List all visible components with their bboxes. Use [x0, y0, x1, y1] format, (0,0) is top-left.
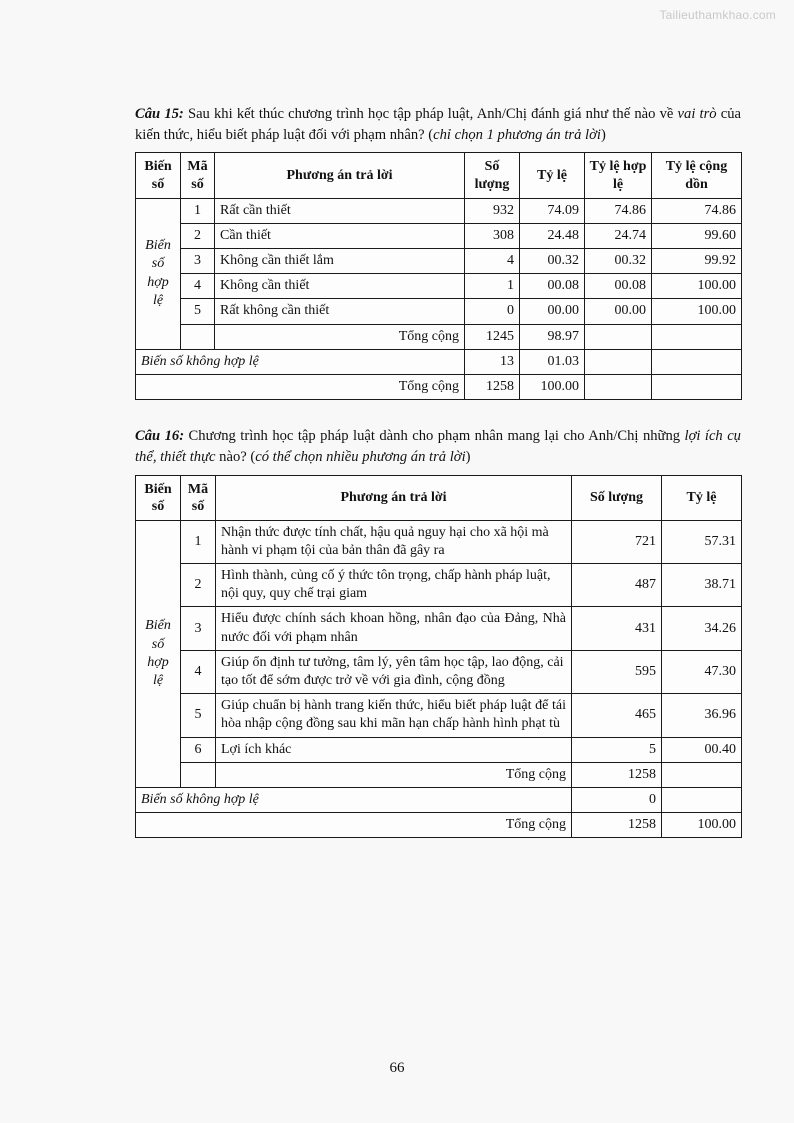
cell-grandtotal-rate: 100.00 [662, 813, 742, 838]
cell-invalid-rate [662, 787, 742, 812]
cell-subtotal-rate: 98.97 [520, 324, 585, 349]
table-row [136, 564, 742, 607]
cell-answer: Giúp ổn định tư tưởng, tâm lý, yên tâm học tập, lao động, cải tạo tốt để sớm được trở về với gia đình, cộng đồng [216, 650, 572, 693]
cell-rate: 34.26 [662, 607, 742, 650]
cell-rate: 38.71 [662, 564, 742, 607]
cell-code: 1 [181, 198, 215, 223]
cell-answer: Rất cần thiết [215, 198, 465, 223]
cell-valid-rate: 74.86 [585, 198, 652, 223]
table-subtotal-row [136, 762, 742, 787]
cell-code: 1 [181, 520, 216, 563]
cell-subtotal-cum-rate [652, 324, 742, 349]
cell-rate: 00.40 [662, 737, 742, 762]
question-15-text-3: ) [600, 126, 606, 143]
table-subtotal-row [136, 324, 742, 349]
cell-count: 721 [572, 520, 662, 563]
col-header-phuong-an: Phương án trả lời [216, 475, 572, 520]
table-row [136, 607, 742, 650]
cell-grandtotal-label: Tổng cộng [136, 813, 572, 838]
question-16-heading [135, 426, 741, 467]
cell-subtotal-label: Tổng cộng [215, 324, 465, 349]
question-15-text-2: của kiến thức, hiểu biết pháp luật đối với phạm nhân? ( [135, 106, 741, 143]
cell-answer: Không cần thiết [215, 274, 465, 299]
cell-subtotal-count: 1245 [465, 324, 520, 349]
question-16-table [135, 475, 742, 839]
cell-rate: 57.31 [662, 520, 742, 563]
cell-rate: 00.08 [520, 274, 585, 299]
cell-answer: Hình thành, củng cố ý thức tôn trọng, chấp hành pháp luật, nội quy, quy chế trại giam [216, 564, 572, 607]
cell-cum-rate: 100.00 [652, 274, 742, 299]
table-grandtotal-row [136, 813, 742, 838]
table-header-row [136, 153, 742, 198]
cell-valid-rate: 00.32 [585, 248, 652, 273]
table-row [136, 694, 742, 737]
cell-code: 5 [181, 694, 216, 737]
cell-grandtotal-cum-rate [652, 374, 742, 399]
cell-rate: 47.30 [662, 650, 742, 693]
cell-subtotal-valid-rate [585, 324, 652, 349]
cell-answer: Nhận thức được tính chất, hậu quả nguy hại cho xã hội mà hành vi phạm tội của bản thân đã gây ra [216, 520, 572, 563]
group-label-line: lệ [152, 673, 164, 688]
group-label-line: Biến [145, 238, 171, 254]
question-15-label: Câu 15: [135, 106, 184, 122]
cell-code: 3 [181, 248, 215, 273]
cell-answer: Giúp chuẩn bị hành trang kiến thức, hiểu biết pháp luật để tái hòa nhập cộng đồng sau khi mãn hạn chấp hành hình phạt tù [216, 694, 572, 737]
question-16-text-1: Chương trình học tập pháp luật dành cho phạm nhân mang lại cho Anh/Chị những [184, 428, 685, 445]
cell-code: 3 [181, 607, 216, 650]
table-row [136, 198, 742, 223]
table-row [136, 274, 742, 299]
watermark-label: Tailieuthamkhao.com [659, 8, 776, 22]
question-15-text-1: Sau khi kết thúc chương trình học tập pháp luật, Anh/Chị đánh giá như thế nào về [183, 106, 678, 122]
cell-grandtotal-count: 1258 [465, 374, 520, 399]
cell-invalid-valid-rate [585, 349, 652, 374]
table-row [136, 223, 742, 248]
cell-grandtotal-label: Tổng cộng [136, 374, 465, 399]
col-header-bien-so: Biến số [136, 153, 181, 198]
cell-count: 595 [572, 650, 662, 693]
group-label-line: số [151, 636, 165, 652]
section-spacer [135, 400, 741, 426]
cell-subtotal-label: Tổng cộng [216, 762, 572, 787]
cell-invalid-label: Biến số không hợp lệ [136, 787, 572, 812]
cell-count: 0 [465, 299, 520, 324]
table-invalid-row [136, 349, 742, 374]
cell-subtotal-count: 1258 [572, 762, 662, 787]
group-label-line: lệ [152, 292, 164, 308]
cell-count: 932 [465, 198, 520, 223]
cell-empty [181, 762, 216, 787]
cell-invalid-count: 0 [572, 787, 662, 812]
table-row [136, 737, 742, 762]
table-row [136, 299, 742, 324]
col-header-ty-le-hop-le: Tỷ lệ hợp lệ [585, 153, 652, 198]
question-16-italic-2: có thể chọn nhiều phương án trả lời [255, 448, 466, 465]
cell-answer: Không cần thiết lắm [215, 248, 465, 273]
cell-rate: 00.00 [520, 299, 585, 324]
cell-invalid-label: Biến số không hợp lệ [136, 349, 465, 374]
table-row [136, 650, 742, 693]
question-15-table [135, 152, 742, 400]
group-label-line: hợp [147, 654, 169, 670]
cell-count: 4 [465, 248, 520, 273]
group-label-line: số [151, 256, 165, 272]
col-header-phuong-an: Phương án trả lời [215, 153, 465, 198]
question-15-italic-2: chỉ chọn 1 phương án trả lời [433, 126, 601, 143]
cell-rate: 24.48 [520, 223, 585, 248]
cell-code: 4 [181, 274, 215, 299]
question-16-text-3: ) [465, 448, 471, 465]
cell-valid-rate: 24.74 [585, 223, 652, 248]
question-15-italic-1: vai trò [677, 106, 717, 122]
cell-subtotal-rate [662, 762, 742, 787]
table-row [136, 520, 742, 563]
table-grandtotal-row [136, 374, 742, 399]
col-header-ty-le: Tỷ lệ [520, 153, 585, 198]
cell-code: 2 [181, 223, 215, 248]
cell-code: 5 [181, 299, 215, 324]
col-header-bien-so: Biến số [136, 475, 181, 520]
cell-count: 308 [465, 223, 520, 248]
col-header-ma-so: Mã số [181, 475, 216, 520]
cell-count: 431 [572, 607, 662, 650]
group-label-line: hợp [147, 274, 169, 290]
table-invalid-row [136, 787, 742, 812]
col-header-ty-le-cong-don: Tỷ lệ cộng dồn [652, 153, 742, 198]
cell-count: 465 [572, 694, 662, 737]
cell-count: 5 [572, 737, 662, 762]
question-16-italic-1: lợi ích cụ thể, thiết thực [135, 428, 741, 465]
cell-grandtotal-rate: 100.00 [520, 374, 585, 399]
table-row [136, 248, 742, 273]
cell-rate: 00.32 [520, 248, 585, 273]
table-header-row [136, 475, 742, 520]
question-16-text-2: nào? ( [215, 448, 256, 465]
col-header-ty-le: Tỷ lệ [662, 475, 742, 520]
cell-valid-rate: 00.00 [585, 299, 652, 324]
cell-answer: Hiểu được chính sách khoan hồng, nhân đạo của Đảng, Nhà nước đối với phạm nhân [216, 607, 572, 650]
group-label-valid [136, 520, 181, 787]
cell-invalid-rate: 01.03 [520, 349, 585, 374]
question-15-heading [135, 104, 741, 145]
cell-empty [181, 324, 215, 349]
col-header-so-luong: Số lượng [465, 153, 520, 198]
cell-grandtotal-count: 1258 [572, 813, 662, 838]
group-label-line: Biến [145, 618, 171, 634]
cell-valid-rate: 00.08 [585, 274, 652, 299]
cell-cum-rate: 99.60 [652, 223, 742, 248]
page-number: 66 [389, 1060, 405, 1076]
cell-invalid-cum-rate [652, 349, 742, 374]
cell-answer: Lợi ích khác [216, 737, 572, 762]
cell-count: 1 [465, 274, 520, 299]
cell-invalid-count: 13 [465, 349, 520, 374]
cell-grandtotal-valid-rate [585, 374, 652, 399]
cell-code: 4 [181, 650, 216, 693]
group-label-valid [136, 198, 181, 349]
cell-rate: 74.09 [520, 198, 585, 223]
cell-cum-rate: 99.92 [652, 248, 742, 273]
question-16-label: Câu 16: [135, 428, 185, 445]
cell-answer: Cần thiết [215, 223, 465, 248]
cell-cum-rate: 100.00 [652, 299, 742, 324]
cell-rate: 36.96 [662, 694, 742, 737]
cell-code: 2 [181, 564, 216, 607]
col-header-ma-so: Mã số [181, 153, 215, 198]
cell-answer: Rất không cần thiết [215, 299, 465, 324]
col-header-so-luong: Số lượng [572, 475, 662, 520]
cell-code: 6 [181, 737, 216, 762]
page-content [135, 104, 741, 838]
cell-cum-rate: 74.86 [652, 198, 742, 223]
cell-count: 487 [572, 564, 662, 607]
